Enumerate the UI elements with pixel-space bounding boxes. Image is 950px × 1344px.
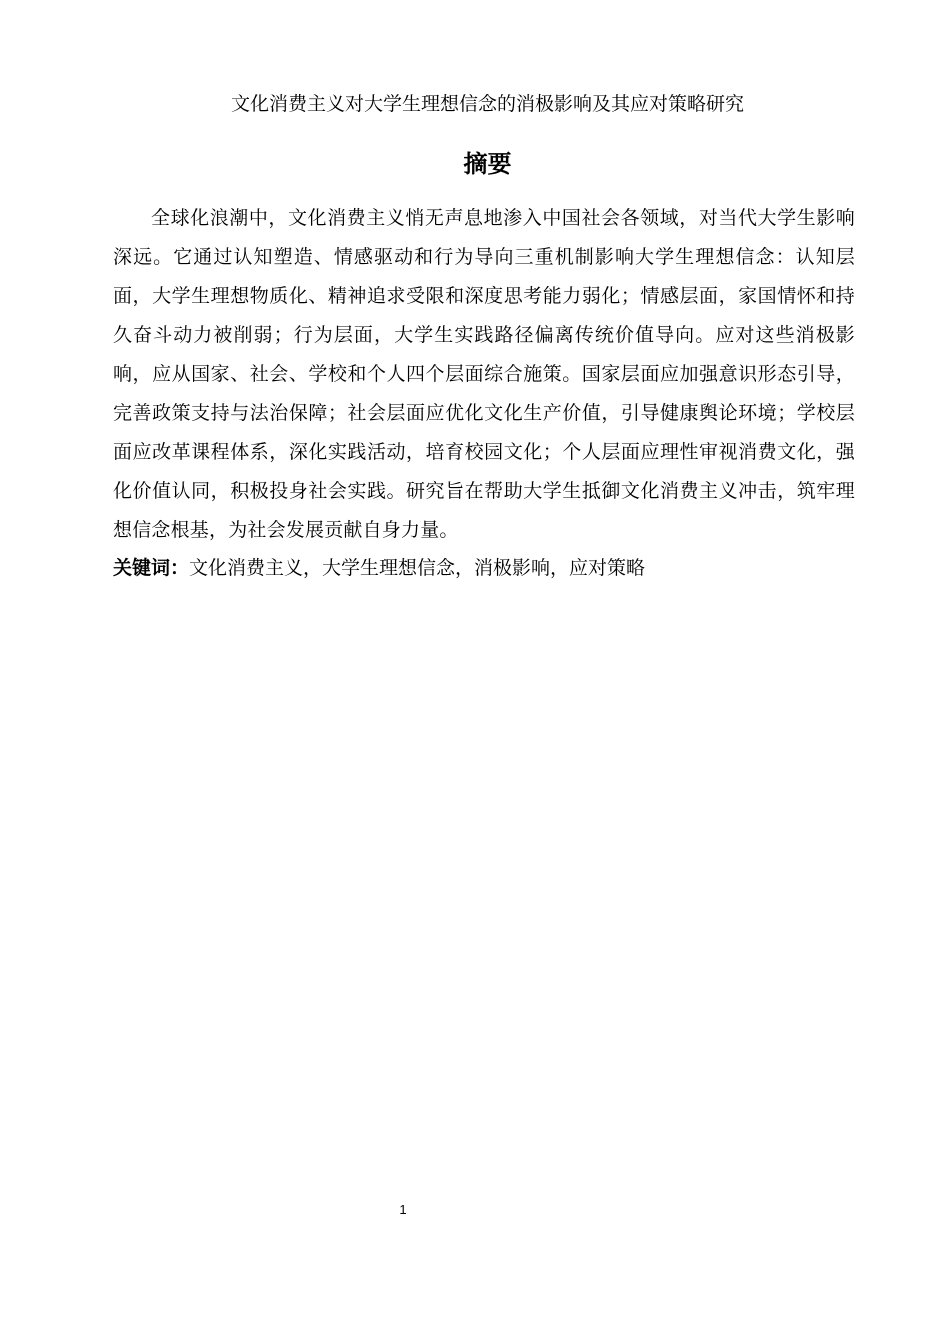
keywords-label: 关键词： xyxy=(113,557,190,579)
document-title: 文化消费主义对大学生理想信念的消极影响及其应对策略研究 xyxy=(230,93,744,115)
keywords-text: 文化消费主义，大学生理想信念，消极影响，应对策略 xyxy=(189,557,646,579)
page-number: 1 xyxy=(399,1202,407,1217)
keywords-line xyxy=(113,553,855,583)
abstract-heading: 摘要 xyxy=(463,150,512,178)
abstract-paragraph: 全球化浪潮中，文化消费主义悄无声息地渗入中国社会各领域，对当代大学生影响深远。它通过认知塑造、情感驱动和行为导向三重机制影响大学生理想信念：认知层面，大学生理想物质化、精神追求受限和深度思考能力弱化；情感层面，家国情怀和持久奋斗动力被削弱；行为层面，大学生实践路径偏离传统价值导向。应对这些消极影响，应从国家、社会、学校和个人四个层面综合施策。国家层面应加强意识形态引导，完善政策支持与法治保障；社会层面应优化文化生产价值，引导健康舆论环境；学校层面应改革课程体系，深化实践活动，培育校园文化；个人层面应理性审视消费文化，强化价值认同，积极投身社会实践。研究旨在帮助大学生抵御文化消费主义冲击，筑牢理想信念根基，为社会发展贡献自身力量。 xyxy=(113,207,855,541)
